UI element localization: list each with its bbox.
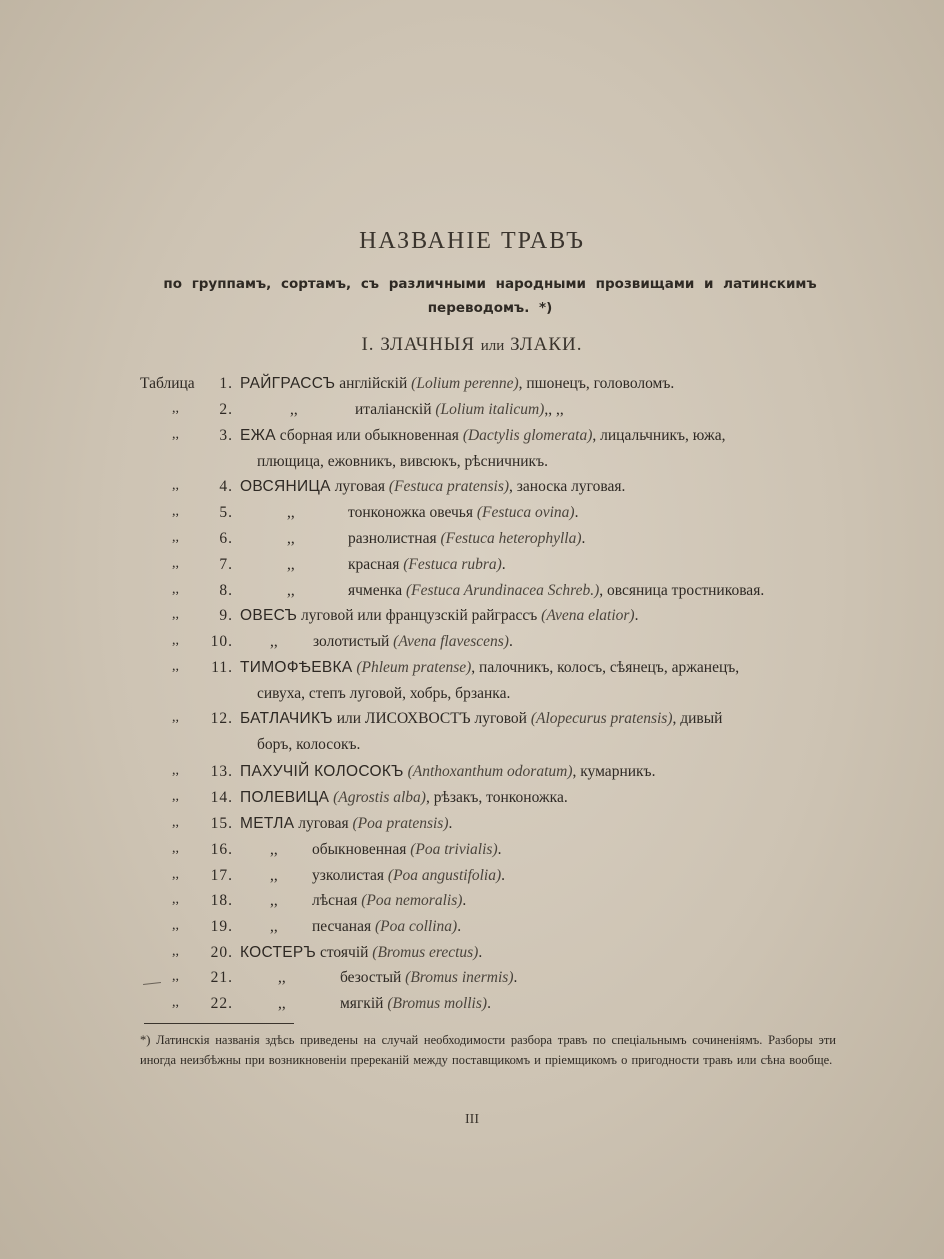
genus-name: ОВСЯНИЦА — [240, 478, 331, 495]
page-number: III — [465, 1112, 479, 1127]
entry-text — [240, 944, 482, 962]
genus-name: РАЙГРАССЪ — [240, 375, 336, 392]
ditto-mark: ,, — [172, 969, 179, 984]
section-numeral: I. — [361, 334, 375, 355]
latin-name: (Poa angustifolia) — [387, 867, 502, 884]
genus-name: ТИМОФѢЕВКА — [240, 659, 353, 676]
section-or: или — [480, 338, 505, 354]
ditto-mark: ,, — [172, 478, 179, 493]
common-name: луговая — [298, 815, 349, 832]
latin-name: (Dactylis glomerata) — [462, 427, 593, 444]
genus-ditto: ,, — [270, 892, 278, 909]
folk-names: . — [457, 918, 462, 935]
table-number: 6. — [219, 530, 233, 547]
entry-description — [340, 969, 517, 987]
latin-name: (Festuca ovina) — [476, 504, 575, 521]
folk-names: . — [462, 892, 467, 909]
entry-description — [312, 841, 502, 859]
page-subtitle: по группамъ, сортамъ, съ различными народными прозвищами и латинскимъ переводомъ. *) — [163, 276, 817, 316]
table-number: 16. — [210, 841, 233, 858]
entry-text — [240, 789, 568, 807]
table-label: Таблица — [140, 375, 195, 392]
common-name: безостый — [340, 969, 402, 986]
common-name: италіанскій — [355, 401, 432, 418]
common-name: обыкновенная — [312, 841, 407, 858]
table-number: 19. — [210, 918, 233, 935]
genus-name: МЕТЛА — [240, 815, 295, 832]
entry-description — [348, 556, 506, 574]
common-name: луговой или французскій райграссъ — [301, 607, 538, 624]
common-name: ячменка — [348, 582, 403, 599]
latin-name: (Poa pratensis) — [352, 815, 449, 832]
common-name: золотистый — [313, 633, 390, 650]
ditto-mark: ,, — [172, 633, 179, 648]
genus-ditto: ,, — [270, 918, 278, 935]
genus-ditto: ,, — [287, 582, 295, 599]
genus-ditto: ,, — [287, 504, 295, 521]
common-name: тонконожка овечья — [348, 504, 473, 521]
genus-ditto: ,, — [287, 530, 295, 547]
table-entry — [0, 478, 944, 502]
common-name: разнолистная — [348, 530, 437, 547]
ditto-mark: ,, — [172, 607, 179, 622]
ditto-mark: ,, — [172, 763, 179, 778]
table-number: 2. — [219, 401, 233, 418]
folk-names: , заноска луговая. — [509, 478, 626, 495]
ditto-mark: ,, — [172, 918, 179, 933]
latin-name: (Alopecurus pratensis) — [530, 710, 673, 727]
entry-text — [240, 375, 674, 393]
entry-continuation: плющица, ежовникъ, вивсюкъ, рѣсничникъ. — [257, 453, 548, 470]
common-name: или ЛИСОХВОСТЪ луговой — [336, 710, 527, 727]
entry-description — [340, 995, 491, 1013]
entry-text — [240, 427, 725, 445]
latin-name: (Avena flavescens) — [393, 633, 509, 650]
common-name: узколистая — [312, 867, 385, 884]
genus-name: ОВЕСЪ — [240, 607, 298, 624]
ditto-mark: ,, — [172, 556, 179, 571]
ditto-mark: ,, — [172, 401, 179, 416]
common-name: сборная или обыкновенная — [279, 427, 459, 444]
entry-description — [312, 892, 466, 910]
ditto-mark: ,, — [172, 815, 179, 830]
table-number: 15. — [210, 815, 233, 832]
folk-names: , овсяница тростниковая. — [599, 582, 765, 599]
table-entry — [0, 427, 944, 470]
ditto-mark: ,, — [172, 892, 179, 907]
latin-name: (Poa collina) — [374, 918, 458, 935]
footnote: *) Латинскія названія здѣсь приведены на случай необходимости разбора травъ по спеціальнымъ сочиненіямъ. Разборы эти иногда неизбѣжны при возникновеніи пререканій между поставщикомъ и пріемщикомъ о пригодности травъ или сѣна вообще. — [140, 1033, 836, 1067]
table-entry — [0, 944, 944, 968]
table-entry — [0, 401, 944, 425]
entry-text — [240, 815, 452, 833]
entry-description — [348, 504, 578, 522]
table-entry — [0, 710, 944, 753]
entry-text — [240, 763, 655, 781]
genus-ditto: ,, — [270, 841, 278, 858]
genus-ditto: ,, — [278, 995, 286, 1012]
latin-name: (Poa trivialis) — [410, 841, 498, 858]
ditto-mark: ,, — [172, 789, 179, 804]
table-entry — [0, 789, 944, 813]
table-entry — [0, 892, 944, 916]
entry-continuation: боръ, колосокъ. — [257, 736, 361, 753]
section-main: ЗЛАЧНЫЯ — [380, 334, 476, 355]
table-entry — [0, 607, 944, 631]
folk-names: . — [574, 504, 579, 521]
table-number: 14. — [210, 789, 233, 806]
table-entry — [0, 659, 944, 702]
table-entry — [0, 556, 944, 580]
latin-name: (Anthoxanthum odoratum) — [407, 763, 573, 780]
latin-name: (Agrostis alba) — [333, 789, 426, 806]
section-heading — [0, 334, 944, 356]
latin-name: (Lolium italicum) — [435, 401, 545, 418]
folk-names: . — [448, 815, 453, 832]
latin-name: (Festuca rubra) — [403, 556, 502, 573]
table-number: 20. — [210, 944, 233, 961]
latin-name: (Lolium perenne) — [411, 375, 519, 392]
ditto-mark: ,, — [172, 504, 179, 519]
folk-names: . — [478, 944, 483, 961]
table-entry — [0, 918, 944, 942]
table-entry — [0, 375, 944, 399]
table-entry — [0, 969, 944, 993]
genus-ditto: ,, — [278, 969, 286, 986]
page-title: НАЗВАНІЕ ТРАВЪ — [359, 228, 585, 254]
folk-names: , дивый — [672, 710, 723, 727]
table-entry — [0, 815, 944, 839]
entry-description — [312, 867, 505, 885]
genus-ditto: ,, — [290, 401, 298, 418]
table-entry — [0, 530, 944, 554]
table-entry — [0, 867, 944, 891]
entry-text — [240, 710, 722, 728]
table-number: 21. — [210, 969, 233, 986]
table-number: 10. — [210, 633, 233, 650]
genus-ditto: ,, — [270, 867, 278, 884]
entry-text — [240, 659, 739, 677]
table-number: 9. — [219, 607, 233, 624]
entry-description — [348, 530, 585, 548]
genus-name: КОСТЕРЪ — [240, 944, 317, 961]
table-entry — [0, 841, 944, 865]
table-number: 8. — [219, 582, 233, 599]
ditto-mark: ,, — [172, 867, 179, 882]
table-number: 11. — [211, 659, 233, 676]
folk-names: . — [501, 867, 506, 884]
genus-name: ПАХУЧІЙ КОЛОСОКЪ — [240, 763, 404, 780]
section-alt: ЗЛАКИ. — [510, 334, 583, 355]
folk-names: . — [508, 633, 513, 650]
latin-name: (Festuca pratensis) — [388, 478, 510, 495]
latin-name: (Bromus erectus) — [372, 944, 479, 961]
folk-names: ,, ,, — [544, 401, 564, 418]
ditto-mark: ,, — [172, 427, 179, 442]
ditto-mark: ,, — [172, 659, 179, 674]
table-number: 5. — [219, 504, 233, 521]
genus-ditto: ,, — [270, 633, 278, 650]
table-number: 17. — [210, 867, 233, 884]
common-name: лѣсная — [312, 892, 358, 909]
genus-name: ПОЛЕВИЦА — [240, 789, 330, 806]
folk-names: , рѣзакъ, тонконожка. — [425, 789, 568, 806]
genus-ditto: ,, — [287, 556, 295, 573]
table-entry — [0, 582, 944, 606]
table-entry — [0, 504, 944, 528]
table-number: 12. — [210, 710, 233, 727]
entry-text — [240, 478, 625, 496]
folk-names: , лицальчникъ, южа, — [592, 427, 726, 444]
ditto-mark: ,, — [172, 995, 179, 1010]
folk-names: , пшонецъ, головоломъ. — [518, 375, 675, 392]
entry-description — [348, 582, 764, 600]
footnote-rule — [144, 1023, 294, 1024]
folk-names: , палочникъ, колосъ, сѣянецъ, аржанецъ, — [471, 659, 740, 676]
common-name: луговая — [334, 478, 386, 495]
folk-names: . — [581, 530, 586, 547]
table-entry — [0, 633, 944, 657]
ditto-mark: ,, — [172, 841, 179, 856]
entry-description — [313, 633, 513, 651]
common-name: песчаная — [312, 918, 372, 935]
entry-description — [312, 918, 461, 936]
table-entry — [0, 763, 944, 787]
entry-description — [355, 401, 564, 419]
common-name: мягкій — [340, 995, 384, 1012]
latin-name: (Phleum pratense) — [356, 659, 472, 676]
folk-names: . — [513, 969, 518, 986]
folk-names: . — [634, 607, 639, 624]
table-number: 13. — [210, 763, 233, 780]
entry-continuation: сивуха, степъ луговой, хобрь, брзанка. — [257, 685, 511, 702]
genus-name: ЕЖА — [240, 427, 276, 444]
latin-name: (Avena elatior) — [541, 607, 635, 624]
folk-names: , кумарникъ. — [572, 763, 656, 780]
folk-names: . — [497, 841, 502, 858]
ditto-mark: ,, — [172, 944, 179, 959]
table-entry — [0, 995, 944, 1019]
table-number: 1. — [219, 375, 233, 392]
table-number: 7. — [219, 556, 233, 573]
common-name: стоячій — [319, 944, 369, 961]
table-number: 18. — [210, 892, 233, 909]
table-number: 4. — [219, 478, 233, 495]
ditto-mark: ,, — [172, 582, 179, 597]
latin-name: (Bromus inermis) — [405, 969, 514, 986]
latin-name: (Festuca heterophylla) — [440, 530, 582, 547]
latin-name: (Festuca Arundinacea Schreb.) — [405, 582, 600, 599]
ditto-mark: ,, — [172, 530, 179, 545]
ditto-mark: ,, — [172, 710, 179, 725]
latin-name: (Poa nemoralis) — [361, 892, 463, 909]
table-number: 3. — [219, 427, 233, 444]
genus-name: БАТЛАЧИКЪ — [240, 710, 333, 727]
folk-names: . — [487, 995, 491, 1012]
entry-text — [240, 607, 638, 625]
table-number: 22. — [210, 995, 233, 1012]
common-name: красная — [348, 556, 400, 573]
latin-name: (Bromus mollis) — [387, 995, 488, 1012]
common-name: англійскій — [339, 375, 408, 392]
folk-names: . — [501, 556, 506, 573]
